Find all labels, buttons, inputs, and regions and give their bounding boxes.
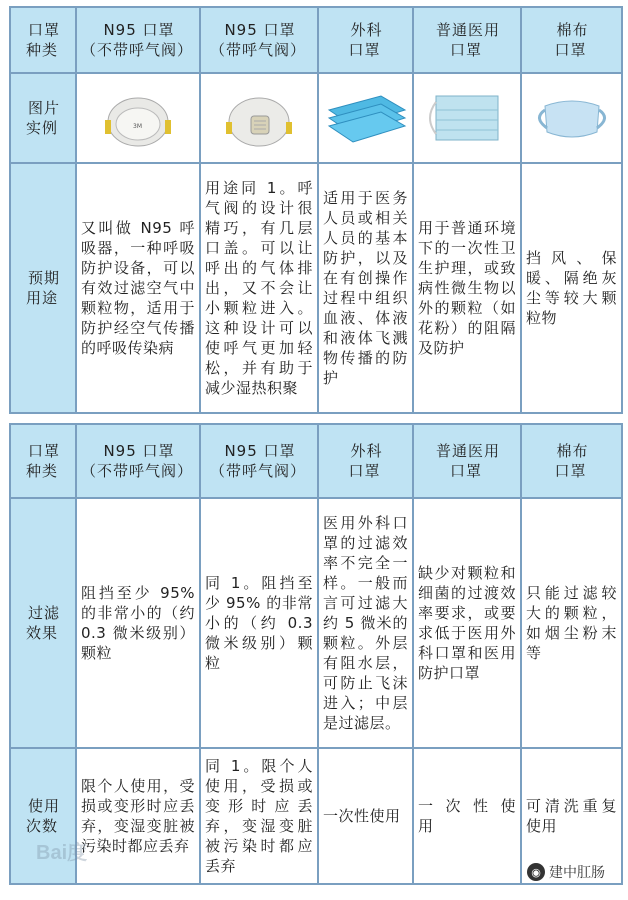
usage-n95-no-valve: 又叫做 N95 呼吸器，一种呼吸防护设备，可以有效过滤空气中颗粒物，适用于防护经空气传播的呼吸传染病 xyxy=(76,163,200,413)
account-watermark xyxy=(527,862,605,882)
uses-n95-no-valve: 限个人使用，受损或变形时应丢弃，变湿变脏被污染时都应丢弃 xyxy=(76,748,200,884)
baidu-watermark: Bai度 xyxy=(36,842,88,864)
svg-text:3M: 3M xyxy=(133,123,142,130)
filter-n95-valve: 同 1。阻挡至少 95% 的非常小的（约 0.3 微米级别）颗粒 xyxy=(200,498,318,748)
uses-n95-valve: 同 1。限个人使用，受损或变形时应丢弃，变湿变脏被污染时都应丢弃 xyxy=(200,748,318,884)
filter-n95-no-valve: 阻挡至少 95% 的非常小的（约 0.3 微米级别）颗粒 xyxy=(76,498,200,748)
header-mask-type: 口罩 种类 xyxy=(10,7,76,73)
header-surgical: 外科 口罩 xyxy=(318,424,413,498)
medical-mask-image xyxy=(413,73,521,163)
header-medical: 普通医用 口罩 xyxy=(413,7,521,73)
header-surgical: 外科 口罩 xyxy=(318,7,413,73)
filter-surgical: 医用外科口罩的过滤效率不完全一样。一般而言可过滤大约 5 微米的颗粒。外层有阻水层，可防止飞沫进入；中层是过滤层。 xyxy=(318,498,413,748)
uses-surgical: 一次性使用 xyxy=(318,748,413,884)
account-logo-icon: ◉ xyxy=(527,863,545,881)
filter-medical: 缺少对颗粒和细菌的过渡效率要求，或要求低于医用外科口罩和医用防护口罩 xyxy=(413,498,521,748)
header-n95-valve: N95 口罩 （带呼气阀） xyxy=(200,7,318,73)
image-row xyxy=(10,73,622,163)
header-cotton: 棉布 口罩 xyxy=(521,424,622,498)
usage-cotton: 挡风、保暖、隔绝灰尘等较大颗粒物 xyxy=(521,163,622,413)
row-label-usage: 预期 用途 xyxy=(10,163,76,413)
header-n95-no-valve: N95 口罩 （不带呼气阀） xyxy=(76,424,200,498)
usage-medical: 用于普通环境下的一次性卫生护理，或致病性微生物以外的颗粒（如花粉）的阻隔及防护 xyxy=(413,163,521,413)
mask-table-top xyxy=(9,6,623,414)
n95-valve-image xyxy=(200,73,318,163)
account-name: 建中肛肠 xyxy=(549,865,605,881)
table-header-row xyxy=(10,7,622,73)
mask-table-bottom xyxy=(9,423,623,885)
header-cotton: 棉布 口罩 xyxy=(521,7,622,73)
cotton-mask-image xyxy=(521,73,622,163)
usage-surgical: 适用于医务人员或相关人员的基本防护，以及在有创操作过程中组织血液、体液和液体飞溅物传播的防护 xyxy=(318,163,413,413)
usage-n95-valve: 用途同 1。呼气阀的设计很精巧，有几层口盖。可以让呼出的气体排出，又不会让小颗粒进入。这种设计可以使呼气更加轻松，并有助于减少湿热积聚 xyxy=(200,163,318,413)
usage-row xyxy=(10,163,622,413)
table-header-row xyxy=(10,424,622,498)
uses-cotton: 可清洗重复使用 xyxy=(521,748,622,884)
header-n95-valve: N95 口罩 （带呼气阀） xyxy=(200,424,318,498)
header-medical: 普通医用 口罩 xyxy=(413,424,521,498)
n95-no-valve-image xyxy=(76,73,200,163)
row-label-images: 图片 实例 xyxy=(10,73,76,163)
header-n95-no-valve: N95 口罩 （不带呼气阀） xyxy=(76,7,200,73)
surgical-mask-image xyxy=(318,73,413,163)
row-label-filter: 过滤 效果 xyxy=(10,498,76,748)
uses-medical: 一 次 性 使 用 xyxy=(413,748,521,884)
filter-row xyxy=(10,498,622,748)
header-mask-type: 口罩 种类 xyxy=(10,424,76,498)
row-label-uses: 使用 次数 xyxy=(10,748,76,884)
filter-cotton: 只能过滤较大的颗粒，如烟尘粉末等 xyxy=(521,498,622,748)
